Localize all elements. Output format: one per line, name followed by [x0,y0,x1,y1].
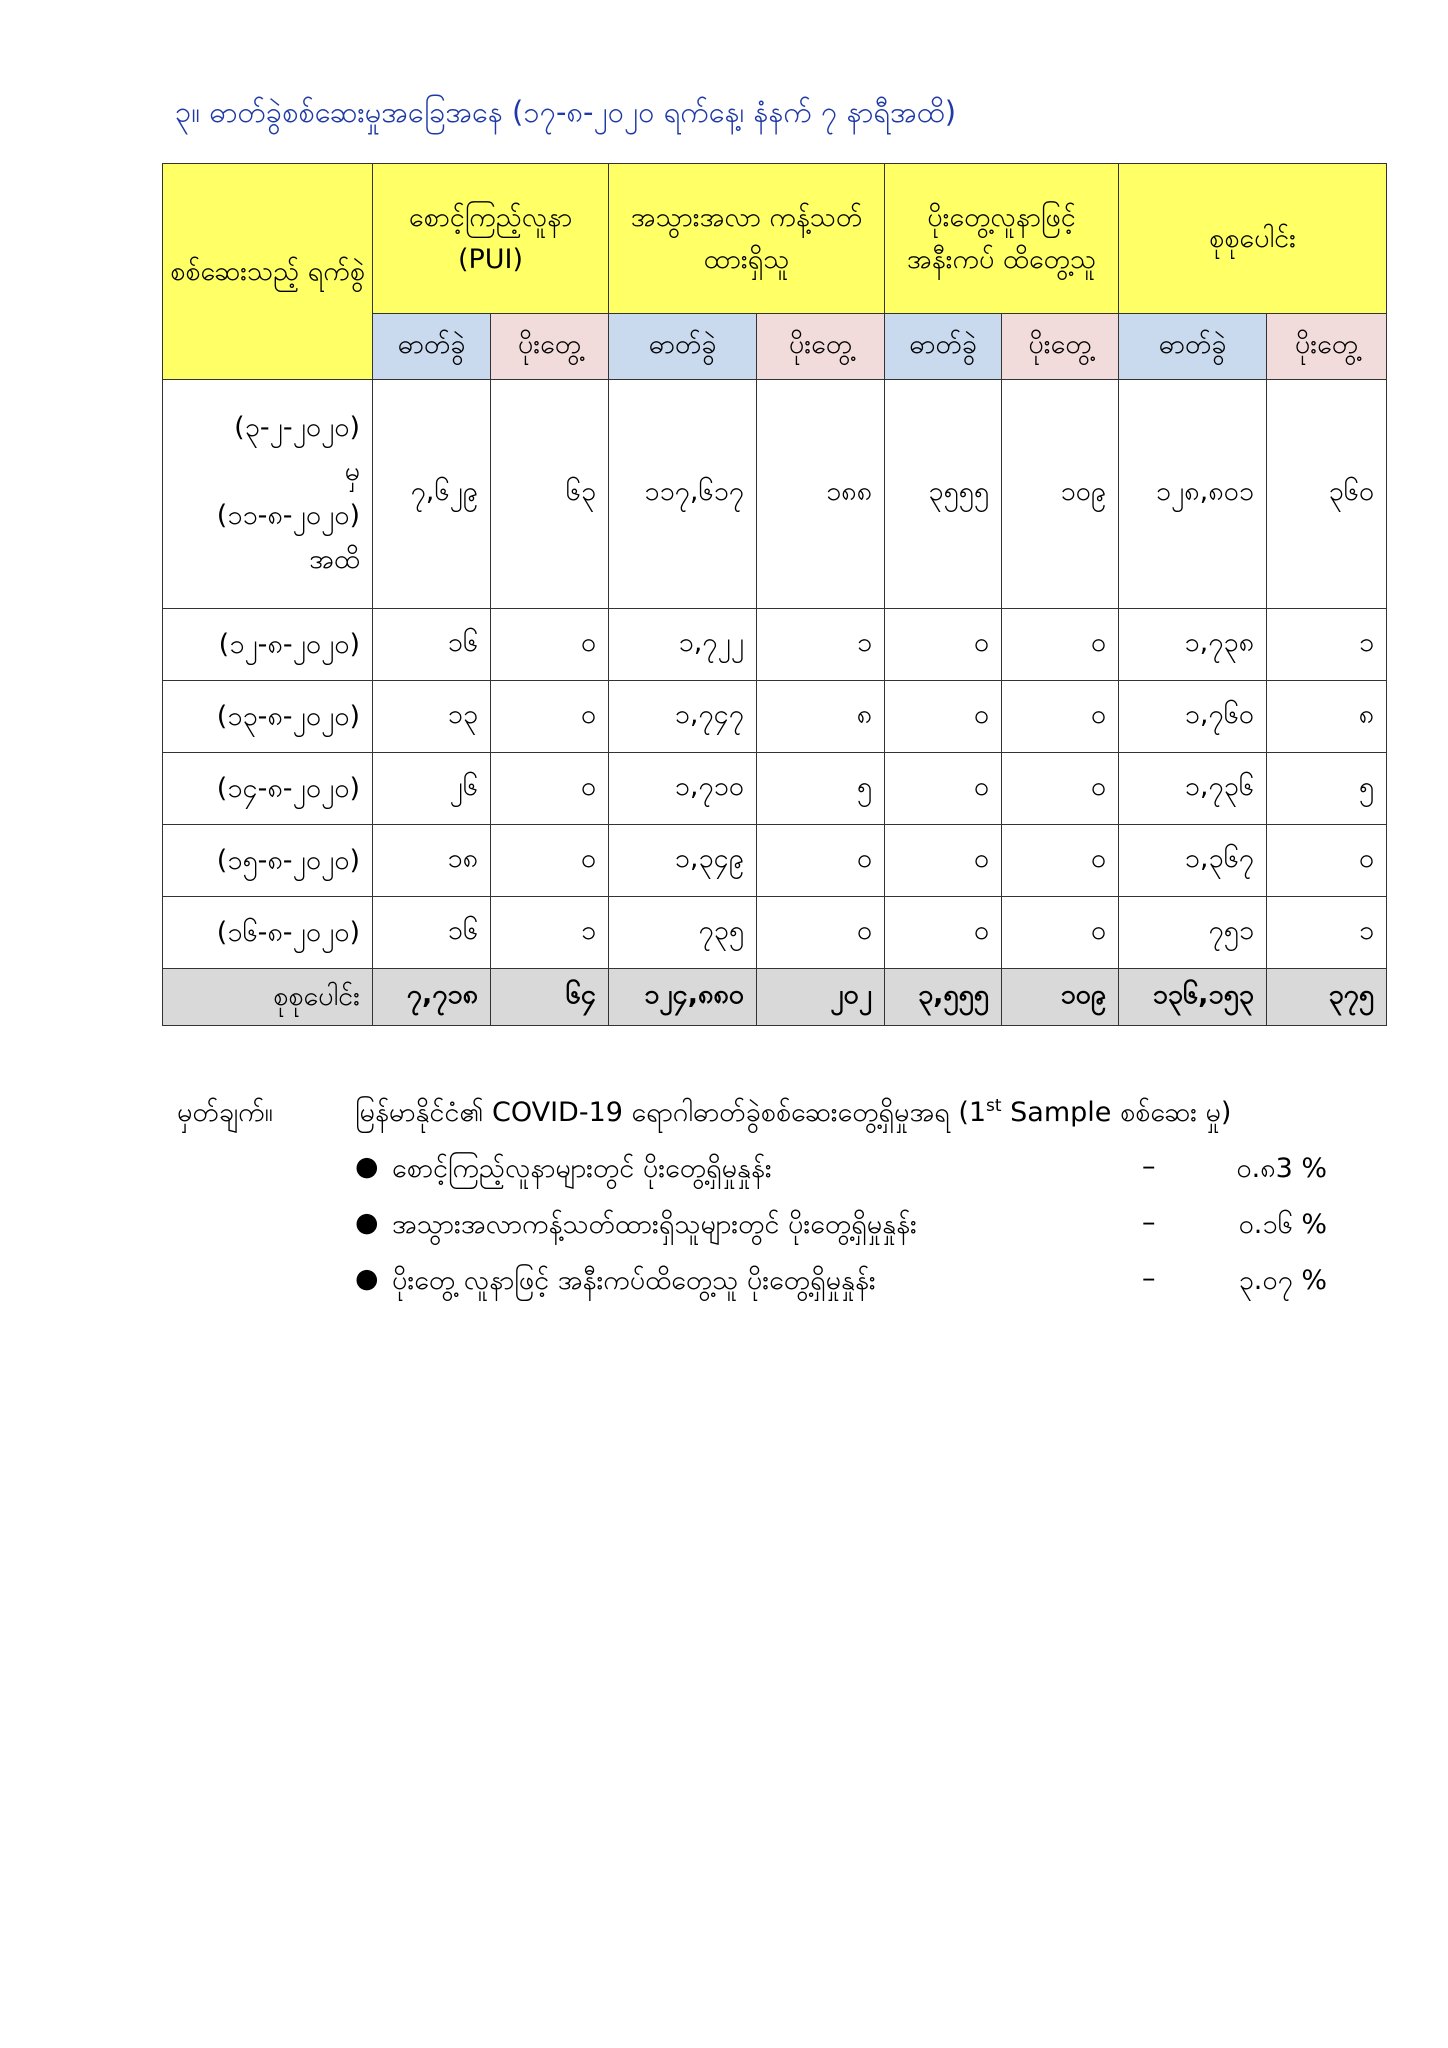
cell-value: ၀ [1002,753,1119,825]
cell-value: ၁ [1267,609,1387,681]
cell-value: ၇၃၅ [609,897,757,969]
row-date: (၁၅-၈-၂၀၂၀) [163,825,373,897]
group-header-travel-restricted: အသွားအလာ ကန့်သတ်ထားရှိသူ [609,164,885,314]
cell-value: ၂၆ [373,753,491,825]
group-header-total: စုစုပေါင်း [1119,164,1387,314]
row-date: (၁၄-၈-၂၀၂၀) [163,753,373,825]
cell-value: ၁ [757,609,885,681]
subheader-positive: ပိုးတွေ့ [757,314,885,380]
row-date: (၁၂-၈-၂၀၂၀) [163,609,373,681]
cell-value: ၈ [757,681,885,753]
row-date: (၃-၂-၂၀၂၀) မှ (၁၁-၈-၂၀၂၀) အထိ [163,380,373,609]
cell-value: ၀ [885,825,1002,897]
rate-value: ၃.၀၇ % [1238,1265,1327,1296]
subheader-positive: ပိုးတွေ့ [491,314,609,380]
rate-label: ပိုးတွေ့ လူနာဖြင့် အနီးကပ်ထိတွေ့သူ ပိုးတွေ့ရှိမှုနှုန်း [392,1265,876,1296]
cell-value: ၅ [757,753,885,825]
cell-value: ၀ [885,897,1002,969]
subheader-tested: ဓာတ်ခွဲ [885,314,1002,380]
group-header-close-contacts: ပိုးတွေ့လူနာဖြင့် အနီးကပ် ထိတွေ့သူ [885,164,1119,314]
bullet-icon: ● [355,1263,379,1294]
total-value: ၁၂၄,၈၈၀ [609,969,757,1026]
total-label: စုစုပေါင်း [163,969,373,1026]
cell-value: ၇၅၁ [1119,897,1267,969]
section-title: ၃။ ဓာတ်ခွဲစစ်ဆေးမှုအခြေအနေ (၁၇-၈-၂၀၂၀ ရက်နေ့၊ နံနက် ၇ နာရီအထိ) [175,95,957,129]
cell-value: ၀ [1267,825,1387,897]
cell-value: ၁၁၇,၆၁၇ [609,380,757,609]
cell-value: ၁,၃၆၇ [1119,825,1267,897]
cell-value: ၁,၇၁၀ [609,753,757,825]
dash-separator: – [1142,1207,1156,1238]
cell-value: ၁,၇၃၈ [1119,609,1267,681]
cell-value: ၁ [491,897,609,969]
cell-value: ၁၃ [373,681,491,753]
subheader-tested: ဓာတ်ခွဲ [373,314,491,380]
cell-value: ၀ [885,753,1002,825]
cell-value: ၀ [885,609,1002,681]
cell-value: ၀ [757,825,885,897]
list-item [177,1151,1417,1207]
note-heading: မြန်မာနိုင်ငံ၏ COVID-19 ရောဂါဓာတ်ခွဲစစ်ဆေးတွေ့ရှိမှုအရ (1st Sample စစ်ဆေး မှု) [355,1096,1232,1128]
dash-separator: – [1142,1263,1156,1294]
cell-value: ၅ [1267,753,1387,825]
table-row [163,609,1387,681]
total-value: ၃၇၅ [1267,969,1387,1026]
cell-value: ၃၆၀ [1267,380,1387,609]
cell-value: ၁,၇၄၇ [609,681,757,753]
total-value: ၇,၇၁၈ [373,969,491,1026]
table-row [163,380,1387,609]
cell-value: ၀ [1002,897,1119,969]
subheader-positive: ပိုးတွေ့ [1267,314,1387,380]
date-column-header: စစ်ဆေးသည့် ရက်စွဲ [163,164,373,380]
list-item [177,1263,1417,1319]
notes-section [177,1095,1417,1319]
bullet-icon: ● [355,1207,379,1238]
total-row [163,969,1387,1026]
dash-separator: – [1142,1151,1156,1182]
subheader-positive: ပိုးတွေ့ [1002,314,1119,380]
cell-value: ၀ [491,825,609,897]
cell-value: ၀ [491,609,609,681]
lab-test-table [162,163,1387,1026]
cell-value: ၆၃ [491,380,609,609]
cell-value: ၁,၃၄၉ [609,825,757,897]
table-row [163,753,1387,825]
table-row [163,681,1387,753]
cell-value: ၈ [1267,681,1387,753]
group-header-pui: စောင့်ကြည့်လူနာ (PUI) [373,164,609,314]
cell-value: ၁၂၈,၈၀၁ [1119,380,1267,609]
cell-value: ၁၆ [373,897,491,969]
cell-value: ၁၈၈ [757,380,885,609]
rate-value: ၀.၈3 % [1236,1153,1327,1184]
cell-value: ၇,၆၂၉ [373,380,491,609]
row-date: (၁၆-၈-၂၀၂၀) [163,897,373,969]
row-date: (၁၃-၈-၂၀၂၀) [163,681,373,753]
rate-value: ၀.၁၆ % [1238,1209,1327,1240]
cell-value: ၁၀၉ [1002,380,1119,609]
total-value: ၃,၅၅၅ [885,969,1002,1026]
cell-value: ၁ [1267,897,1387,969]
table-row [163,897,1387,969]
rate-label: စောင့်ကြည့်လူနာများတွင် ပိုးတွေ့ရှိမှုနှုန်း [392,1153,772,1184]
cell-value: ၁,၇၂၂ [609,609,757,681]
subheader-tested: ဓာတ်ခွဲ [609,314,757,380]
total-value: ၁၀၉ [1002,969,1119,1026]
list-item [177,1207,1417,1263]
cell-value: ၃၅၅၅ [885,380,1002,609]
note-label: မှတ်ချက်။ [177,1097,273,1128]
cell-value: ၀ [1002,825,1119,897]
cell-value: ၀ [491,681,609,753]
bullet-icon: ● [355,1151,379,1182]
cell-value: ၀ [1002,609,1119,681]
total-value: ၆၄ [491,969,609,1026]
table-row [163,825,1387,897]
cell-value: ၁,၇၆၀ [1119,681,1267,753]
cell-value: ၀ [491,753,609,825]
subheader-tested: ဓာတ်ခွဲ [1119,314,1267,380]
cell-value: ၀ [885,681,1002,753]
cell-value: ၀ [757,897,885,969]
cell-value: ၁၈ [373,825,491,897]
cell-value: ၀ [1002,681,1119,753]
rate-label: အသွားအလာကန့်သတ်ထားရှိသူများတွင် ပိုးတွေ့ရှိမှုနှုန်း [392,1209,917,1240]
cell-value: ၁,၇၃၆ [1119,753,1267,825]
cell-value: ၁၆ [373,609,491,681]
total-value: ၁၃၆,၁၅၃ [1119,969,1267,1026]
total-value: ၂၀၂ [757,969,885,1026]
